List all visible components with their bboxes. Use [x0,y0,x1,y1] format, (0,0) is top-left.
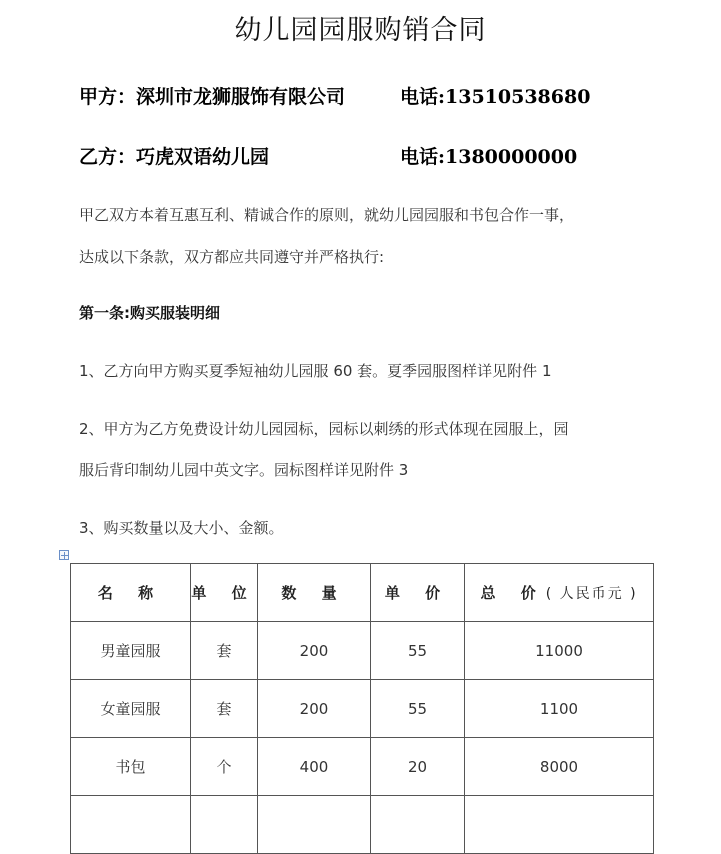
table-row [71,622,654,680]
cell-price: 20 [371,738,465,796]
purchase-table [70,563,654,854]
clause-item-2-line-1: 2、甲方为乙方免费设计幼儿园园标，园标以刺绣的形式体现在园服上，园 [79,420,569,438]
document-title: 幼儿园园服购销合同 [234,15,487,46]
cell-name: 书包 [71,738,191,796]
party-b-phone: 电话:1380000000 [400,146,578,168]
clause-item-3: 3、购买数量以及大小、金额。 [79,519,284,537]
table-row [71,738,654,796]
cell-qty: 400 [258,738,371,796]
party-a-label: 甲方：深圳市龙狮服饰有限公司 [79,86,346,108]
clause-item-1: 1、乙方向甲方购买夏季短袖幼儿园服 60 套。夏季园服图样详见附件 1 [79,362,552,380]
cell-qty: 200 [258,622,371,680]
table-header-row [71,564,654,622]
cell-price: 55 [371,680,465,738]
cell-name: 男童园服 [71,622,191,680]
party-a-phone: 电话:13510538680 [400,86,591,108]
cell-unit [191,796,258,854]
cell-total: 11000 [465,622,654,680]
table-row [71,796,654,854]
cell-total: 8000 [465,738,654,796]
intro-line-2: 达成以下条款，双方都应共同遵守并严格执行: [79,248,385,266]
cell-name [71,796,191,854]
header-unit: 单 位 [191,564,258,622]
cell-qty [258,796,371,854]
cell-name: 女童园服 [71,680,191,738]
header-qty: 数 量 [258,564,371,622]
cell-total: 1100 [465,680,654,738]
cell-unit: 套 [191,622,258,680]
header-name: 名 称 [71,564,191,622]
header-total: 总 价( 人民币元 ) [465,564,654,622]
article-1-heading: 第一条:购买服装明细 [79,304,220,322]
cell-unit: 个 [191,738,258,796]
intro-line-1: 甲乙双方本着互惠互利、精诚合作的原则，就幼儿园园服和书包合作一事， [79,206,575,224]
header-price: 单 价 [371,564,465,622]
table-move-handle-icon[interactable] [59,550,69,560]
cell-price [371,796,465,854]
cell-total [465,796,654,854]
clause-item-2-line-2: 服后背印制幼儿园中英文字。园标图样详见附件 3 [79,461,409,479]
cell-unit: 套 [191,680,258,738]
table-row [71,680,654,738]
party-b-label: 乙方：巧虎双语幼儿园 [79,146,270,168]
cell-qty: 200 [258,680,371,738]
cell-price: 55 [371,622,465,680]
